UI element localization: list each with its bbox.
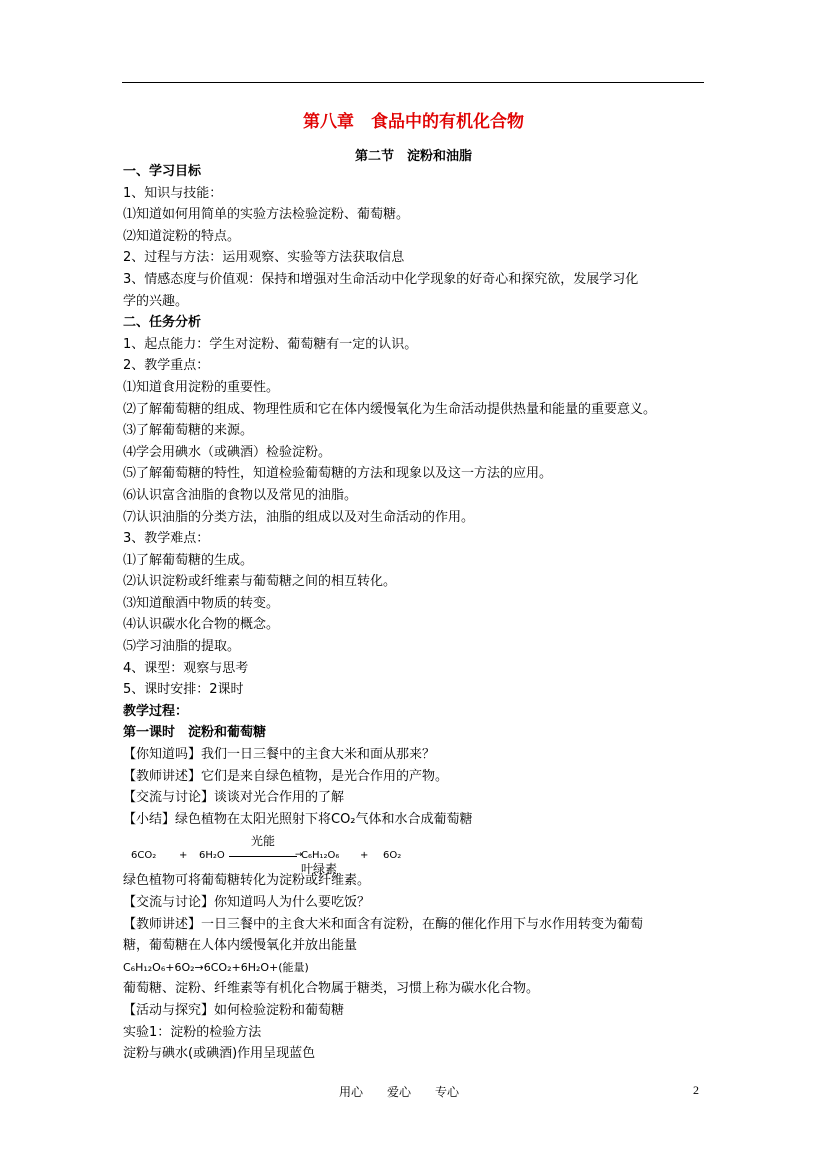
eq-plus-2: + [360, 850, 369, 862]
text-line: 【你知道吗】我们一日三餐中的主食大米和面从那来？ [123, 747, 436, 763]
text-line: 教学过程： [123, 703, 189, 719]
text-line: 一、学习目标 [123, 164, 202, 179]
text-line: ⑶了解葡萄糖的来源。 [123, 423, 254, 439]
eq-arrow [229, 856, 297, 857]
text-line: ⑵认识淀粉或纤维素与葡萄糖之间的相互转化。 [123, 574, 397, 590]
text-line: ⑶知道酿酒中物质的转变。 [123, 595, 280, 611]
text-block-1 [123, 161, 713, 830]
footer-motto: 用心 爱心 专心 [339, 1085, 460, 1099]
eq-plus-1: + [179, 850, 188, 862]
eq-arrowhead: → [295, 850, 303, 861]
text-line: C₆H₁₂O₆+6O₂→6CO₂+6H₂O+(能量) [123, 960, 309, 974]
text-line: 1、起点能力：学生对淀粉、葡萄糖有一定的认识。 [123, 336, 418, 352]
text-line: 【教师讲述】它们是来自绿色植物，是光合作用的产物。 [123, 768, 449, 784]
text-line: 学的兴趣。 [123, 293, 189, 309]
text-line: 淀粉与碘水(或碘酒)作用呈现蓝色 [123, 1046, 316, 1062]
page-number: 2 [693, 1083, 699, 1097]
chapter-title: 第八章 食品中的有机化合物 [303, 112, 524, 132]
text-line: 葡萄糖、淀粉、纤维素等有机化合物属于糖类，习惯上称为碳水化合物。 [123, 981, 540, 997]
text-line: 5、课时安排：2课时 [123, 682, 244, 698]
photosynthesis-equation [123, 830, 713, 877]
eq-product-glucose: C₆H₁₂O₆ [301, 850, 340, 862]
text-line: 实验1：淀粉的检验方法 [123, 1024, 262, 1040]
text-line: 4、课型：观察与思考 [123, 660, 249, 676]
text-line: ⑴知道如何用简单的实验方法检验淀粉、葡萄糖。 [123, 207, 410, 223]
text-block-2 [123, 870, 713, 1064]
text-line: 【交流与讨论】你知道吗人为什么要吃饭？ [123, 895, 371, 910]
text-line: 【交流与讨论】谈谈对光合作用的了解 [123, 790, 345, 806]
text-line: 1、知识与技能： [123, 185, 223, 201]
text-line: ⑴了解葡萄糖的生成。 [123, 552, 254, 568]
text-line: ⑵了解葡萄糖的组成、物理性质和它在体内缓慢氧化为生命活动提供热量和能量的重要意义。 [123, 401, 657, 417]
text-line: 2、教学重点： [123, 358, 210, 374]
text-line: 【活动与探究】如何检验淀粉和葡萄糖 [123, 1002, 345, 1018]
eq-reactant-h2o: 6H₂O [199, 850, 225, 862]
text-line: 3、教学难点： [123, 531, 210, 547]
text-line: ⑷学会用碘水（或碘酒）检验淀粉。 [123, 444, 332, 460]
text-line: 糖，葡萄糖在人体内缓慢氧化并放出能量 [123, 938, 358, 954]
text-line: 3、情感态度与价值观：保持和增强对生命活动中化学现象的好奇心和探究欲，发展学习化 [123, 271, 639, 287]
text-line: ⑴知道食用淀粉的重要性。 [123, 379, 280, 395]
text-line: ⑷认识碳水化合物的概念。 [123, 617, 280, 633]
text-line: ⑸学习油脂的提取。 [123, 639, 241, 655]
text-line: ⑹认识富含油脂的食物以及常见的油脂。 [123, 487, 358, 503]
header-rule [122, 82, 704, 83]
text-line: 绿色植物可将葡萄糖转化为淀粉或纤维素。 [123, 873, 371, 889]
text-line: 【教师讲述】一日三餐中的主食大米和面含有淀粉，在酶的催化作用下与水作用转变为葡萄 [123, 916, 644, 932]
eq-condition-chlorophyll: 叶绿素 [301, 862, 338, 877]
section-title: 第二节 淀粉和油脂 [354, 149, 472, 164]
text-line: 二、任务分析 [123, 315, 202, 331]
text-line: ⑺认识油脂的分类方法，油脂的组成以及对生命活动的作用。 [123, 509, 475, 525]
eq-product-o2: 6O₂ [383, 850, 402, 862]
text-line: 2、过程与方法：运用观察、实验等方法获取信息 [123, 250, 405, 266]
text-line: 【小结】绿色植物在太阳光照射下将CO₂气体和水合成葡萄糖 [123, 811, 473, 827]
text-line: 第一课时 淀粉和葡萄糖 [123, 725, 267, 741]
eq-condition-light: 光能 [251, 834, 276, 849]
text-line: ⑵知道淀粉的特点。 [123, 228, 241, 244]
text-line: ⑸了解葡萄糖的特性，知道检验葡萄糖的方法和现象以及这一方法的应用。 [123, 466, 553, 482]
document-body [123, 161, 713, 1065]
eq-reactant-co2: 6CO₂ [131, 850, 157, 862]
